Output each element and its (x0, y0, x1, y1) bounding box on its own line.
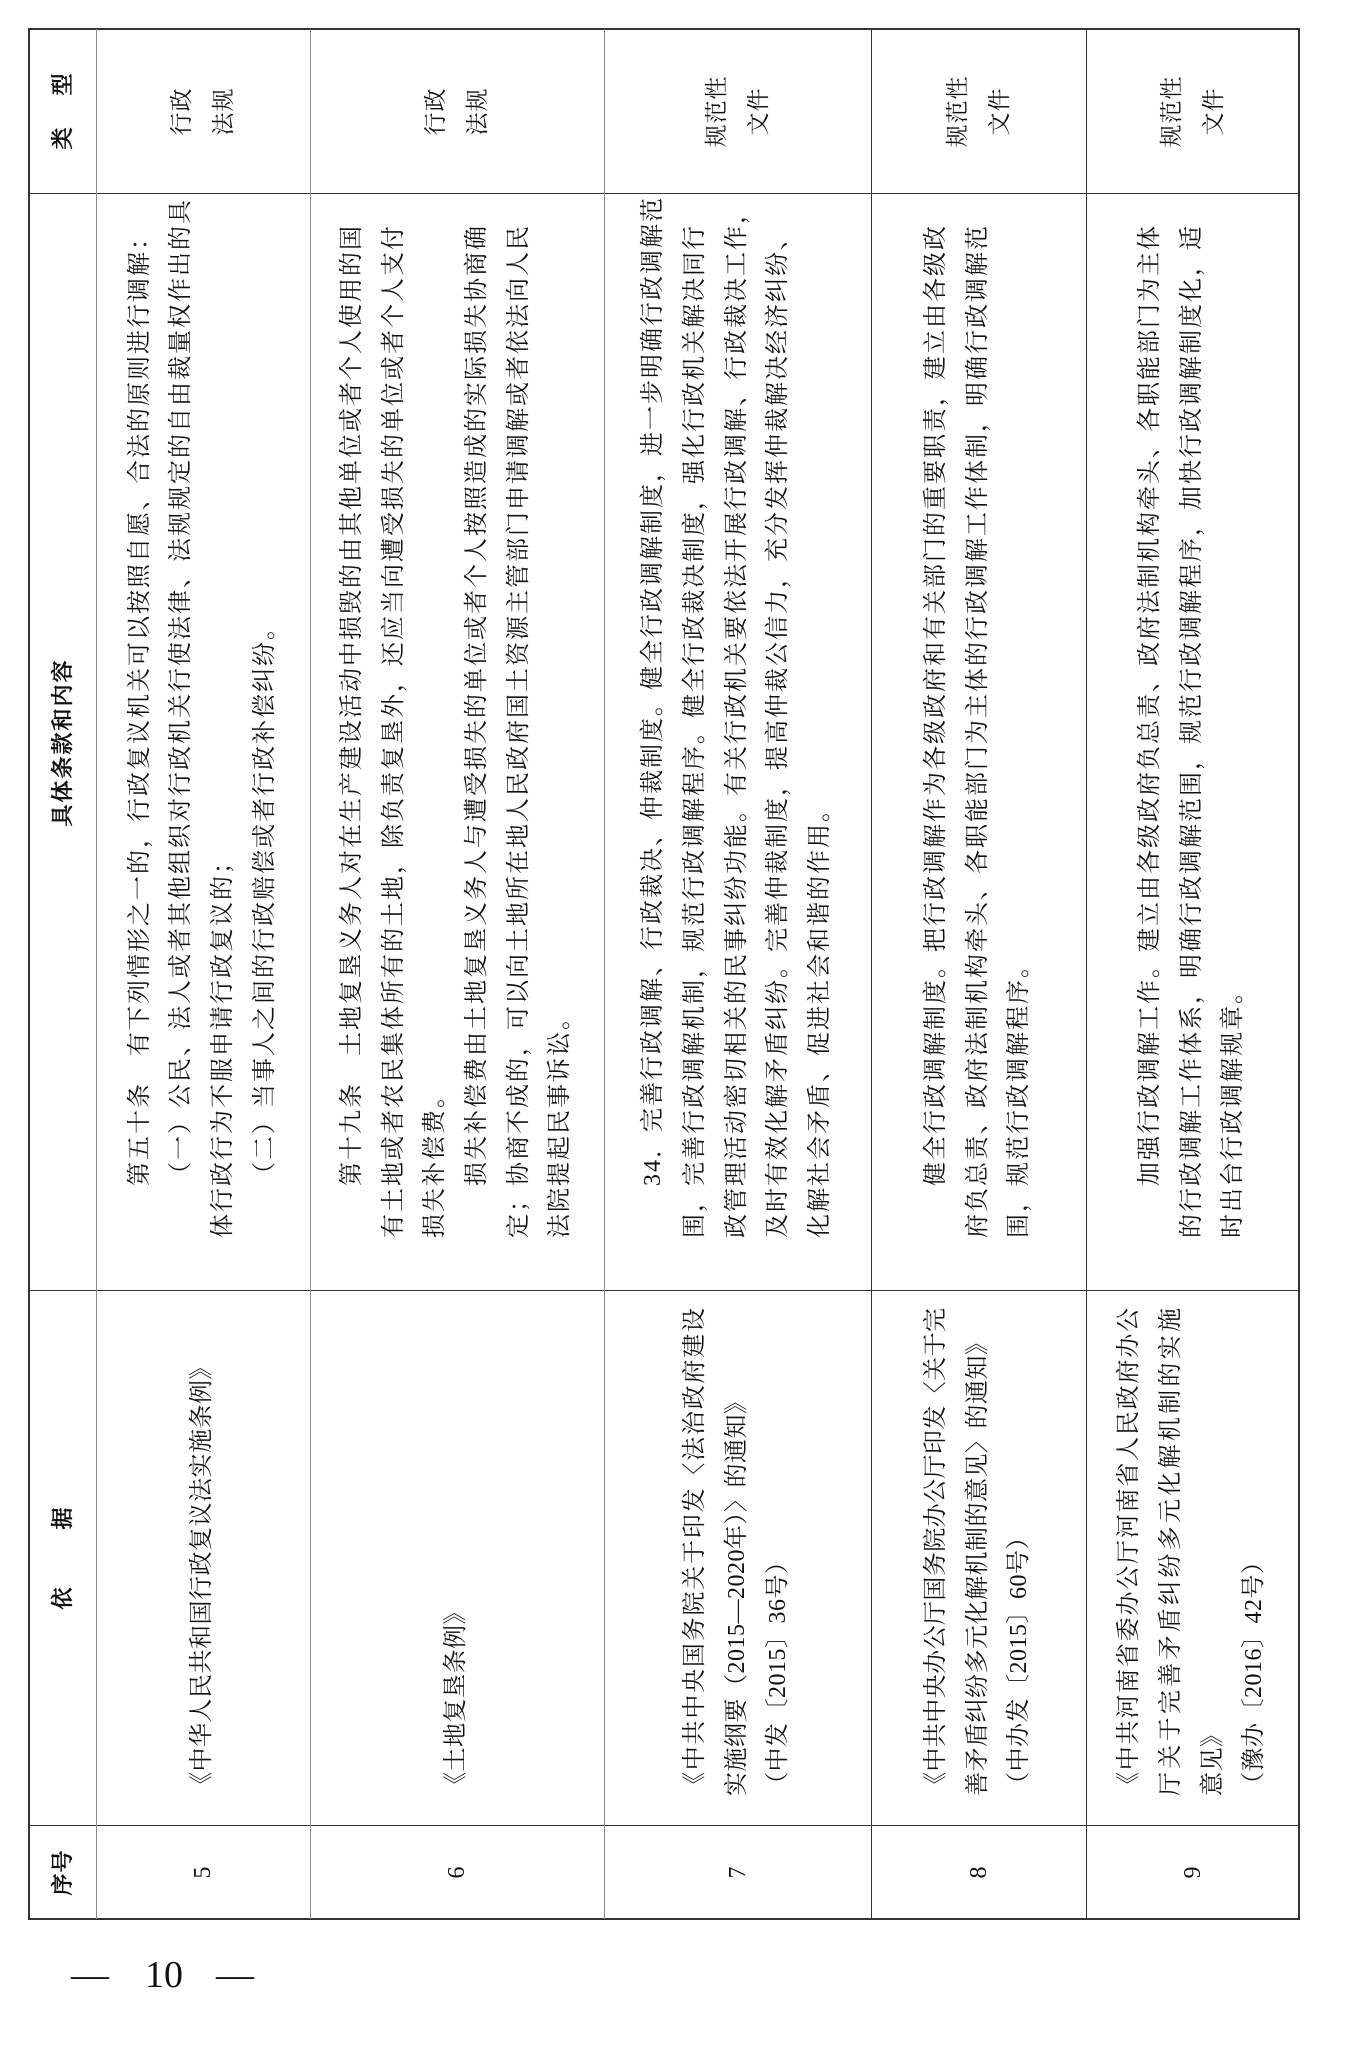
type-line: 法规 (465, 87, 490, 136)
page-number-dash-right: — (216, 1954, 254, 1996)
row-number-cell (604, 1826, 871, 1919)
basis-cell (96, 1291, 310, 1826)
row-number: 5 (190, 1866, 216, 1879)
basis-cell (604, 1291, 871, 1826)
page-number-dash-left: — (71, 1954, 109, 1996)
basis-line: （中发〔2015〕36号） (765, 1549, 792, 1796)
content-line: 损失补偿费由土地复垦义务人与遭受损失的单位或者个人按照造成的实际损失协商确 (464, 224, 490, 1186)
content-line: 有土地或者农民集体所有的土地，除负责复垦外，还应当向遭受损失的单位或者个人支付 (380, 224, 407, 1238)
type-line: 规范性 (944, 75, 970, 148)
type-line: 文件 (745, 87, 771, 136)
type-cell (310, 29, 604, 194)
basis-cell (310, 1291, 604, 1826)
page-number (71, 1955, 254, 1995)
row-number-cell (871, 1826, 1086, 1919)
header-basis: 依 据 (49, 1489, 75, 1610)
header-number-cell (29, 1826, 96, 1919)
basis-line: 善矛盾纠纷多元化解机制的意见〉的通知》 (964, 1330, 991, 1796)
content-line: 体行政行为不服申请行政复议的； (210, 848, 236, 1238)
content-line: 第五十条 有下列情形之一的，行政复议机关可以按照自愿、合法的原则进行调解： (126, 224, 153, 1186)
row-number: 7 (724, 1866, 751, 1879)
basis-line: 《中华人民共和国行政复议法实施条例》 (189, 1355, 216, 1796)
header-number: 序号 (49, 1849, 75, 1896)
content-cell (604, 194, 871, 1291)
basis-cell (1086, 1291, 1299, 1826)
row-number: 9 (1179, 1866, 1206, 1879)
type-line: 规范性 (703, 75, 729, 148)
type-line: 法规 (211, 87, 236, 136)
content-cell (310, 194, 604, 1291)
type-line: 规范性 (1158, 75, 1184, 148)
content-line: 时出台行政调解规章。 (1220, 978, 1247, 1238)
row-number-cell (96, 1826, 310, 1919)
content-line: 第十九条 土地复垦义务人对在生产建设活动中损毁的由其他单位或者个人使用的国 (338, 224, 365, 1186)
content-line: 加强行政调解工作。建立由各级政府负总责、政府法制机构牵头、各职能部门为主体 (1136, 224, 1163, 1186)
content-line: 及时有效化解矛盾纠纷。完善仲裁制度，提高仲裁公信力，充分发挥仲裁解决经济纠纷、 (765, 224, 792, 1238)
header-content-cell (29, 194, 96, 1291)
type-cell (96, 29, 310, 194)
content-line: （一）公民、法人或者其他组织对行政机关行使法律、法规规定的自由裁量权作出的具 (168, 198, 195, 1186)
content-line: 围，规范行政调解程序。 (1006, 952, 1033, 1238)
content-line: 定；协商不成的，可以向土地所在地人民政府国土资源主管部门申请调解或者依法向人民 (505, 224, 532, 1238)
basis-line: 《中共河南省委办公厅河南省人民政府办公 (1116, 1308, 1143, 1796)
type-line: 文件 (986, 87, 1012, 136)
header-content: 具体条款和内容 (49, 658, 75, 827)
basis-line: 意见》 (1199, 1722, 1226, 1796)
content-line: （二）当事人之间的行政赔偿或者行政补偿纠纷。 (251, 614, 278, 1186)
type-cell (604, 29, 871, 194)
content-line: 围，完善行政调解机制，规范行政调解程序。健全行政裁决制度，强化行政机关解决同行 (681, 224, 708, 1238)
type-line: 行政 (169, 87, 194, 136)
content-cell (871, 194, 1086, 1291)
content-line: 府负总责、政府法制机构牵头、各职能部门为主体的行政调解工作体制，明确行政调解范 (964, 224, 991, 1238)
header-type-cell (29, 29, 96, 194)
header-type: 类 型 (49, 68, 75, 150)
content-line: 法院提起民事诉讼。 (547, 1004, 574, 1238)
basis-cell (871, 1291, 1086, 1826)
content-cell (1086, 194, 1299, 1291)
regulation-table (29, 29, 1299, 1919)
basis-line: 厅关于完善矛盾纠纷多元化解机制的实施 (1157, 1308, 1184, 1796)
page-number-value: 10 (145, 1954, 183, 1996)
row-number: 8 (965, 1866, 992, 1879)
row-number: 6 (444, 1866, 470, 1879)
content-line: 健全行政调解制度。把行政调解作为各级政府和有关部门的重要职责，建立由各级政 (922, 224, 949, 1186)
content-line: 的行政调解工作体系，明确行政调解范围，规范行政调解程序，加快行政调解制度化，适 (1178, 224, 1205, 1238)
type-cell (1086, 29, 1299, 194)
row-number-cell (1086, 1826, 1299, 1919)
type-line: 文件 (1200, 87, 1226, 136)
basis-line: （中办发〔2015〕60号） (1006, 1525, 1033, 1796)
basis-line: 《中共中央国务院关于印发〈法治政府建设 (681, 1308, 708, 1796)
basis-line: （豫办〔2016〕42号） (1241, 1549, 1268, 1796)
header-basis-cell (29, 1291, 96, 1826)
basis-line: 实施纲要（2015—2020年）〉的通知》 (723, 1389, 750, 1796)
content-cell (96, 194, 310, 1291)
content-line: 34．完善行政调解、行政裁决、仲裁制度。健全行政调解制度，进一步明确行政调解范 (640, 196, 667, 1186)
type-cell (871, 29, 1086, 194)
type-line: 行政 (423, 87, 448, 136)
content-line: 政管理活动密切相关的民事纠纷功能。有关行政机关要依法开展行政调解、行政裁决工作， (723, 198, 750, 1238)
basis-line: 《土地复垦条例》 (443, 1600, 470, 1796)
row-number-cell (310, 1826, 604, 1919)
basis-line: 《中共中央办公厅国务院办公厅印发〈关于完 (922, 1308, 949, 1796)
content-line: 化解社会矛盾、促进社会和谐的作用。 (807, 796, 834, 1238)
content-line: 损失补偿费。 (422, 1082, 449, 1238)
